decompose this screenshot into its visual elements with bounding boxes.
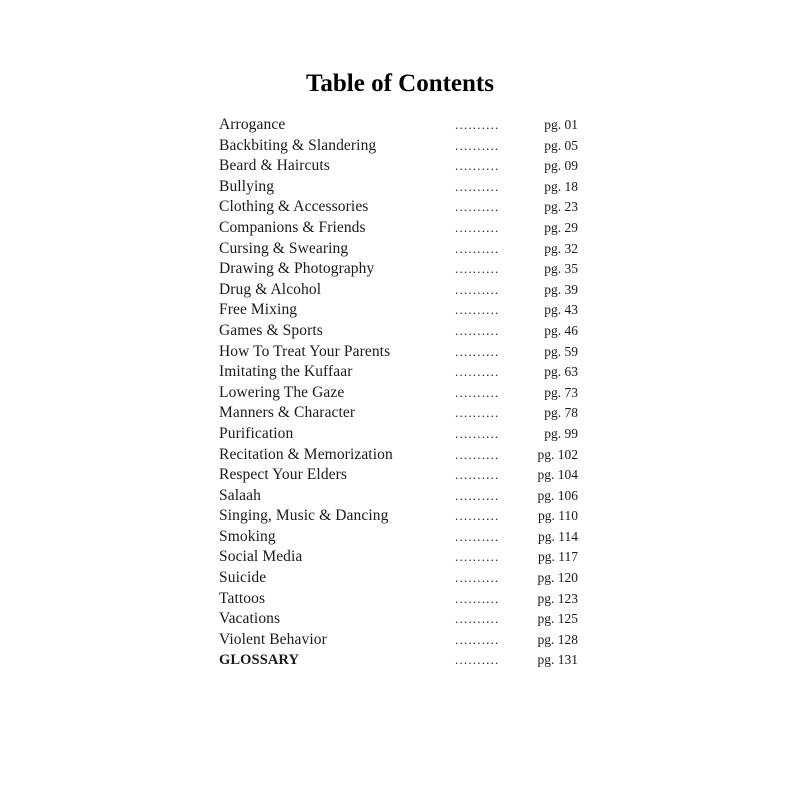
toc-entry-page-number: pg. 120: [537, 570, 578, 586]
toc-entry: [219, 589, 581, 610]
toc-entry: [219, 136, 581, 157]
toc-entry: [219, 177, 581, 198]
toc-dot-leader: ..........: [455, 528, 500, 544]
toc-entry-page-number: pg. 110: [538, 508, 578, 524]
toc-entry-title: Social Media: [219, 548, 303, 566]
toc-dot-leader: ..........: [455, 178, 500, 194]
toc-entry-page-number: pg. 104: [537, 467, 578, 483]
toc-entry-page-number: pg. 63: [544, 364, 578, 380]
toc-entry-page-number: pg. 01: [544, 117, 578, 132]
toc-entry-page-number: pg. 05: [544, 137, 578, 153]
toc-entry: [219, 506, 581, 527]
toc-dot-leader: ..........: [455, 405, 500, 421]
toc-dot-leader: ..........: [455, 384, 500, 400]
toc-entry: [219, 321, 581, 342]
toc-dot-leader: ..........: [455, 364, 500, 380]
toc-entry: [219, 609, 581, 630]
toc-entry: [219, 403, 581, 424]
toc-dot-leader: ..........: [455, 487, 500, 503]
toc-entry: [219, 197, 581, 218]
toc-dot-leader: ..........: [455, 302, 500, 318]
toc-entry-page-number: pg. 131: [537, 652, 578, 668]
toc-entry-title: Vacations: [219, 610, 281, 628]
toc-entry-page-number: pg. 128: [537, 631, 578, 647]
toc-entry-title: Lowering The Gaze: [219, 383, 345, 401]
toc-dot-leader: ..........: [455, 652, 500, 668]
toc-entry-page-number: pg. 106: [537, 487, 578, 503]
toc-entry: [219, 239, 581, 260]
toc-dot-leader: ..........: [455, 425, 500, 441]
toc-entry-page-number: pg. 99: [544, 425, 578, 441]
toc-entry-title: Backbiting & Slandering: [219, 136, 377, 154]
toc-entry-title: GLOSSARY: [219, 652, 300, 669]
toc-entry: [219, 383, 581, 404]
toc-entry-title: Imitating the Kuffaar: [219, 363, 353, 381]
toc-dot-leader: ..........: [455, 446, 500, 462]
toc-dot-leader: ..........: [455, 261, 500, 277]
toc-entry-title: Purification: [219, 424, 294, 442]
toc-entry-title: Manners & Character: [219, 404, 356, 422]
toc-entry: [219, 424, 581, 445]
toc-entry-page-number: pg. 59: [544, 343, 578, 359]
toc-entry-title: Games & Sports: [219, 321, 323, 339]
toc-entry-page-number: pg. 78: [544, 405, 578, 421]
toc-entry-page-number: pg. 102: [537, 446, 578, 462]
toc-entry-page-number: pg. 73: [544, 384, 578, 400]
toc-entry-title: Singing, Music & Dancing: [219, 507, 389, 525]
toc-entry-title: Salaah: [219, 486, 261, 504]
toc-dot-leader: ..........: [455, 590, 500, 606]
toc-entry-title: Cursing & Swearing: [219, 239, 349, 257]
toc-dot-leader: ..........: [455, 549, 500, 565]
toc-entry: [219, 465, 581, 486]
table-of-contents-list: [219, 115, 581, 671]
toc-entry: [219, 568, 581, 589]
toc-entry-title: Suicide: [219, 569, 267, 587]
toc-entry: [219, 218, 581, 239]
toc-entry-title: Drawing & Photography: [219, 260, 375, 278]
toc-dot-leader: ..........: [455, 570, 500, 586]
toc-dot-leader: ..........: [455, 508, 500, 524]
toc-entry-page-number: pg. 46: [544, 322, 578, 338]
toc-entry-title: Smoking: [219, 527, 276, 545]
toc-entry-page-number: pg. 43: [544, 302, 578, 318]
toc-entry-page-number: pg. 114: [538, 528, 578, 544]
toc-entry: [219, 156, 581, 177]
toc-entry: [219, 300, 581, 321]
toc-dot-leader: ..........: [455, 467, 500, 483]
toc-dot-leader: ..........: [455, 199, 500, 215]
toc-dot-leader: ..........: [455, 219, 500, 235]
toc-entry-title: Beard & Haircuts: [219, 157, 330, 175]
toc-entry-title: Arrogance: [219, 116, 286, 133]
toc-entry: [219, 445, 581, 466]
page-title: Table of Contents: [306, 70, 494, 97]
toc-entry-title: Bullying: [219, 177, 275, 195]
toc-entry-title: Respect Your Elders: [219, 466, 348, 484]
toc-dot-leader: ..........: [455, 281, 500, 297]
toc-entry: [219, 650, 581, 671]
toc-dot-leader: ..........: [455, 343, 500, 359]
toc-entry-title: Clothing & Accessories: [219, 198, 369, 216]
toc-entry-title: Recitation & Memorization: [219, 445, 393, 463]
toc-entry-page-number: pg. 23: [544, 199, 578, 215]
toc-entry: [219, 630, 581, 651]
toc-entry-page-number: pg. 35: [544, 261, 578, 277]
toc-entry-page-number: pg. 09: [544, 158, 578, 174]
toc-dot-leader: ..........: [455, 137, 500, 153]
toc-entry-page-number: pg. 18: [544, 178, 578, 194]
toc-entry-page-number: pg. 125: [537, 611, 578, 627]
toc-entry-page-number: pg. 123: [537, 590, 578, 606]
toc-entry-page-number: pg. 39: [544, 281, 578, 297]
toc-dot-leader: ..........: [455, 117, 500, 132]
toc-entry-page-number: pg. 117: [538, 549, 578, 565]
toc-entry-title: Free Mixing: [219, 301, 298, 319]
toc-entry: [219, 342, 581, 363]
toc-entry-title: Companions & Friends: [219, 218, 366, 236]
toc-entry-title: Violent Behavior: [219, 630, 327, 648]
toc-dot-leader: ..........: [455, 611, 500, 627]
toc-dot-leader: ..........: [455, 322, 500, 338]
toc-dot-leader: ..........: [455, 158, 500, 174]
toc-entry: [219, 362, 581, 383]
toc-entry: [219, 259, 581, 280]
toc-entry: [219, 280, 581, 301]
toc-entry-title: Drug & Alcohol: [219, 280, 322, 298]
toc-dot-leader: ..........: [455, 631, 500, 647]
toc-dot-leader: ..........: [455, 240, 500, 256]
toc-entry: [219, 115, 581, 136]
toc-entry: [219, 486, 581, 507]
toc-entry: [219, 547, 581, 568]
toc-entry-page-number: pg. 32: [544, 240, 578, 256]
toc-entry-title: How To Treat Your Parents: [219, 342, 391, 360]
toc-entry: [219, 527, 581, 548]
toc-entry-page-number: pg. 29: [544, 219, 578, 235]
toc-entry-title: Tattoos: [219, 589, 266, 607]
